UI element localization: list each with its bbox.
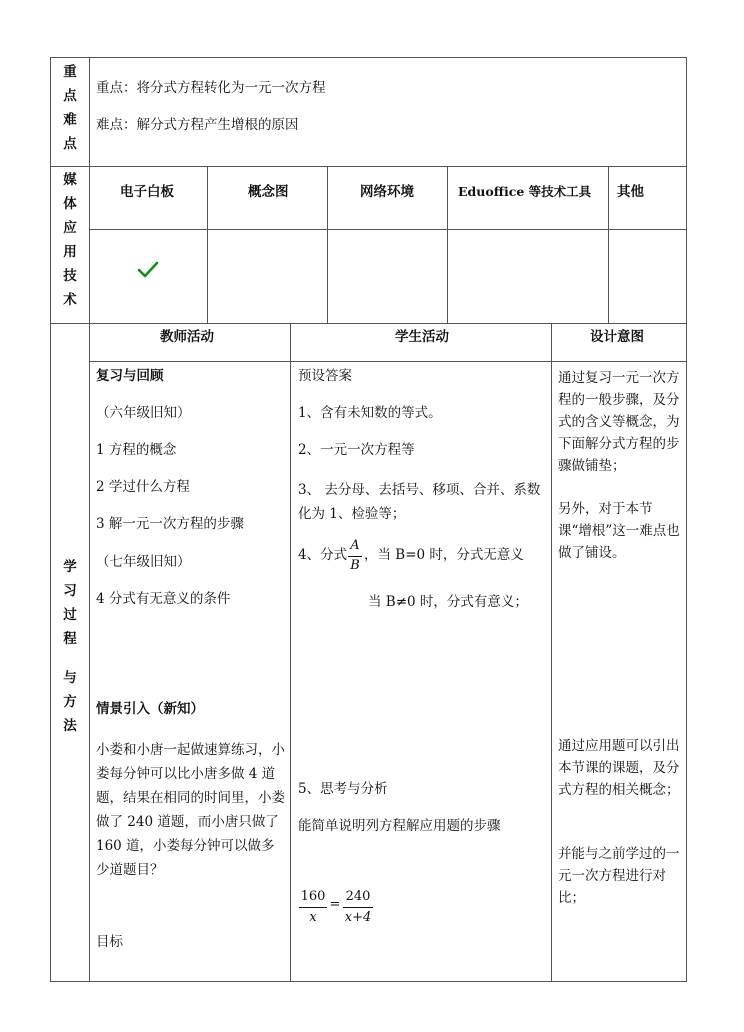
intent-4: 并能与之前学过的一元一次方程进行对比； — [558, 846, 680, 906]
media-header-tools: Eduoffice 等技术工具 — [458, 184, 592, 199]
table-border-right — [686, 57, 687, 982]
table-divider — [207, 166, 208, 324]
label-char: 媒 — [63, 172, 77, 188]
table-divider — [447, 166, 448, 324]
media-header-network: 网络环境 — [360, 184, 414, 200]
eq-right-denominator: x+4 — [344, 910, 372, 925]
word-problem: 小娄和小唐一起做速算练习，小娄每分钟可以比小唐多做 4 道题，结果在相同的时间里，小娄做了 240 道题，而小唐只做了 160 道，小娄每分钟可以做多少道题目？ — [96, 742, 285, 878]
answer-5-detail: 能简单说明列方程解应用题的步骤 — [298, 818, 501, 834]
student-activity-header: 学生活动 — [395, 329, 449, 345]
intent-1: 通过复习一元一次方程的一般步骤，及分式的含义等概念，为下面解分式方程的步骤做铺垫； — [558, 370, 680, 474]
label-char: 与 — [63, 670, 77, 686]
table-divider — [89, 57, 90, 982]
label-char: 过 — [63, 607, 77, 623]
fraction-numerator: A — [350, 538, 360, 553]
eq-left-denominator: x — [309, 910, 317, 925]
intro-title: 情景引入（新知） — [96, 701, 204, 717]
label-char: 法 — [63, 718, 77, 734]
label-char: 技 — [63, 268, 77, 284]
preset-answers: 预设答案 — [298, 368, 352, 384]
answer-4-suffix: ，当 B=0 时，分式无意义 — [364, 547, 524, 563]
intent-2: 另外，对于本节课“增根”这一难点也做了铺设。 — [558, 501, 680, 561]
answer-3: 3、 去分母、去括号、移项、合并、系数化为 1、检验等； — [298, 482, 541, 522]
table-divider — [89, 361, 687, 362]
media-header-concept-map: 概念图 — [248, 184, 289, 200]
review-item: 3 解一元一次方程的步骤 — [96, 516, 244, 532]
review-item: （七年级旧知） — [96, 554, 191, 570]
answer-4-line2: 当 B≠0 时，分式有意义； — [368, 594, 528, 610]
answer-4-prefix: 4、分式 — [298, 547, 348, 563]
fraction-bar — [343, 907, 373, 908]
label-char: 体 — [63, 196, 77, 212]
table-divider — [290, 323, 291, 982]
media-header-other: 其他 — [617, 184, 644, 200]
label-char: 应 — [63, 220, 77, 236]
fraction-bar — [348, 556, 362, 557]
label-char: 学 — [63, 559, 77, 575]
label-char: 重 — [63, 64, 77, 80]
intent-3: 通过应用题可以引出本节课的课题，及分式方程的相关概念； — [558, 738, 680, 798]
label-char: 难 — [63, 112, 77, 128]
table-divider — [327, 166, 328, 324]
review-title: 复习与回顾 — [96, 368, 164, 384]
table-divider — [50, 166, 687, 167]
label-char: 习 — [63, 583, 77, 599]
checkmark-icon — [137, 260, 159, 280]
table-border-left — [50, 57, 51, 982]
table-border-top — [50, 57, 687, 58]
table-border-bottom — [50, 981, 687, 982]
table-divider — [89, 229, 687, 230]
goal-text: 目标 — [96, 934, 123, 950]
table-divider — [608, 166, 609, 324]
review-item: 1 方程的概念 — [96, 442, 177, 458]
difficulty-text: 难点：解分式方程产生增根的原因 — [96, 117, 299, 133]
review-item: 2 学过什么方程 — [96, 479, 190, 495]
review-item: （六年级旧知） — [96, 405, 191, 421]
table-divider — [551, 323, 552, 982]
answer-2: 2、一元一次方程等 — [298, 442, 415, 458]
focus-text: 重点：将分式方程转化为一元一次方程 — [96, 80, 326, 96]
eq-left-numerator: 160 — [300, 889, 326, 904]
label-char: 用 — [63, 244, 77, 260]
fraction-bar — [299, 907, 327, 908]
fraction-denominator: B — [350, 558, 360, 573]
label-char: 方 — [63, 694, 77, 710]
label-char: 程 — [63, 631, 77, 647]
media-header-whiteboard: 电子白板 — [120, 184, 174, 200]
teacher-activity-header: 教师活动 — [160, 329, 214, 345]
answer-1: 1、含有未知数的等式。 — [298, 405, 442, 421]
label-char: 术 — [63, 292, 77, 308]
label-char: 点 — [63, 136, 77, 152]
eq-right-numerator: 240 — [345, 889, 371, 904]
table-divider — [50, 323, 687, 324]
answer-5: 5、思考与分析 — [298, 781, 388, 797]
label-char: 点 — [63, 88, 77, 104]
review-item: 4 分式有无意义的条件 — [96, 591, 231, 607]
eq-equals: = — [329, 897, 341, 912]
design-intent-header: 设计意图 — [590, 329, 644, 345]
